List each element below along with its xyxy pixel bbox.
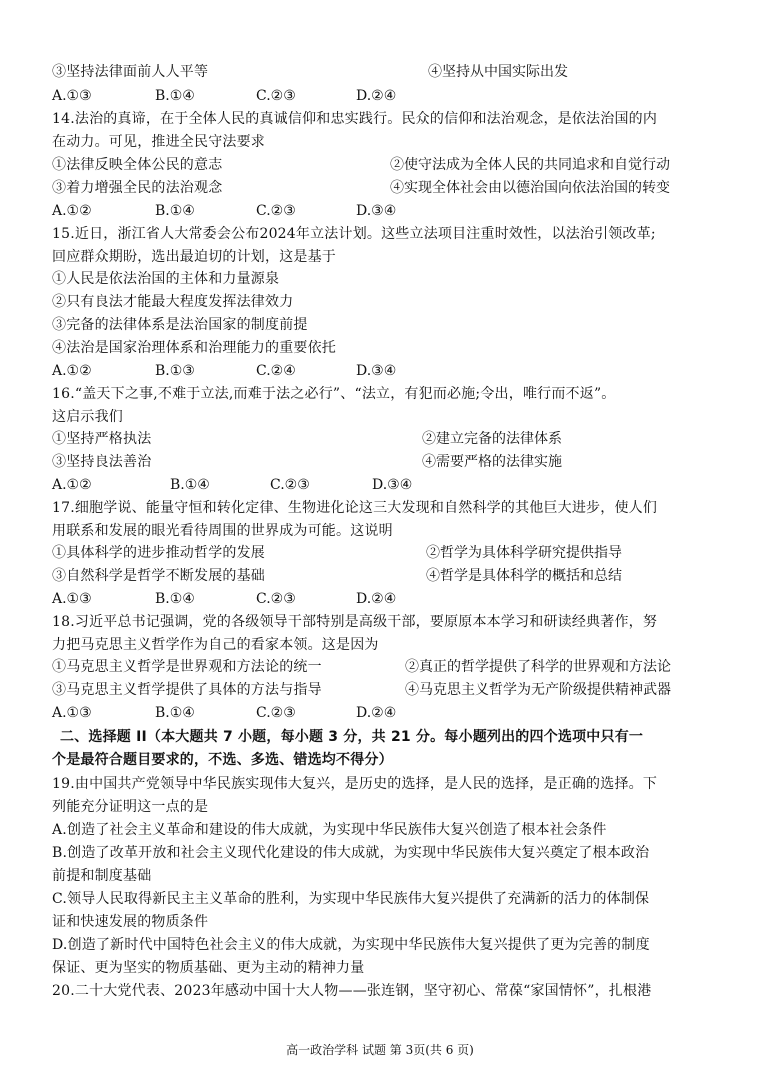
q17-option-a: A.①③ — [52, 591, 92, 607]
q17-option-c: C.②③ — [256, 591, 296, 607]
q18-item-2: ②真正的哲学提供了科学的世界观和方法论 — [405, 659, 671, 675]
q17-option-b: B.①④ — [155, 591, 195, 607]
q20-stem-line-1: 20.二十大党代表、2023年感动中国十大人物——张连钢，坚守初心、常葆“家国情怀”，扎根港 — [52, 983, 652, 999]
q19-option-c-line-2: 证和快速发展的物质条件 — [52, 914, 209, 930]
q16-option-a: A.①② — [52, 477, 92, 493]
q19-stem-line-1: 19.由中国共产党领导中华民族实现伟大复兴，是历史的选择，是人民的选择，是正确的选择。下 — [52, 776, 658, 792]
q19-option-d-line-2: 保证、更为坚实的物质基础、更为主动的精神力量 — [52, 960, 365, 976]
q16-stem-line-2: 这启示我们 — [52, 409, 123, 425]
q18-option-b: B.①④ — [155, 705, 195, 721]
q17-stem-line-1: 17.细胞学说、能量守恒和转化定律、生物进化论这三大发现和自然科学的其他巨大进步，使人们 — [52, 500, 658, 516]
q15-stem-line-2: 回应群众期盼，选出最迫切的计划，这是基于 — [52, 249, 336, 265]
q18-option-c: C.②③ — [256, 705, 296, 721]
q15-item-3: ③完备的法律体系是法治国家的制度前提 — [52, 317, 308, 333]
q17-item-4: ④哲学是具体科学的概括和总结 — [426, 568, 622, 584]
page-footer: 高一政治学科 试题 第 3页(共 6 页) — [286, 1043, 474, 1057]
q14-item-2: ②使守法成为全体人民的共同追求和自觉行动 — [390, 157, 670, 173]
q18-item-3: ③马克思主义哲学提供了具体的方法与指导 — [52, 682, 322, 698]
q18-option-d: D.②④ — [356, 705, 397, 721]
section-2-heading-line-2: 个是最符合题目要求的，不选、多选、错选均不得分） — [52, 752, 393, 768]
q19-option-d-line-1: D.创造了新时代中国特色社会主义的伟大成就，为实现中华民族伟大复兴提供了更为完善的制度 — [52, 937, 650, 953]
q19-option-b-line-1: B.创造了改革开放和社会主义现代化建设的伟大成就，为实现中华民族伟大复兴奠定了根本政治 — [52, 845, 650, 861]
q14-stem-line-2: 在动力。可见，推进全民守法要求 — [52, 134, 265, 150]
q19-stem-line-2: 列能充分证明这一点的是 — [52, 799, 209, 815]
q14-option-a: A.①② — [52, 203, 92, 219]
q18-item-1: ①马克思主义哲学是世界观和方法论的统一 — [52, 659, 322, 675]
q18-option-a: A.①③ — [52, 705, 92, 721]
q15-option-b: B.①③ — [155, 363, 195, 379]
q13-item-4: ④坚持从中国实际出发 — [428, 64, 568, 80]
q17-item-3: ③自然科学是哲学不断发展的基础 — [52, 568, 265, 584]
q13-item-3: ③坚持法律面前人人平等 — [52, 64, 209, 80]
q18-item-4: ④马克思主义哲学为无产阶级提供精神武器 — [405, 682, 671, 698]
q16-option-d: D.③④ — [372, 477, 413, 493]
q16-item-1: ①坚持严格执法 — [52, 431, 152, 447]
q15-option-d: D.③④ — [356, 363, 397, 379]
section-2-heading-line-1: 二、选择题 II（本大题共 7 小题，每小题 3 分，共 21 分。每小题列出的四个选项中只有一 — [60, 729, 644, 745]
q14-option-d: D.③④ — [356, 203, 397, 219]
q16-item-2: ②建立完备的法律体系 — [422, 431, 562, 447]
q17-item-2: ②哲学为具体科学研究提供指导 — [426, 545, 622, 561]
q14-option-b: B.①④ — [155, 203, 195, 219]
q13-option-c: C.②③ — [256, 88, 296, 104]
q14-item-3: ③着力增强全民的法治观念 — [52, 180, 223, 196]
q15-stem-line-1: 15.近日，浙江省人大常委会公布2024年立法计划。这些立法项目注重时效性，以法治引领改革; — [52, 226, 656, 242]
q16-option-b: B.①④ — [170, 477, 210, 493]
q16-stem-line-1: 16.“盖天下之事,不难于立法,而难于法之必行”、“法立，有犯而必施;令出，唯行而不返”。 — [52, 386, 616, 402]
q15-item-1: ①人民是依法治国的主体和力量源泉 — [52, 271, 280, 287]
q17-option-d: D.②④ — [356, 591, 397, 607]
q15-option-a: A.①② — [52, 363, 92, 379]
q19-option-a: A.创造了社会主义革命和建设的伟大成就，为实现中华民族伟大复兴创造了根本社会条件 — [52, 822, 607, 838]
q17-item-1: ①具体科学的进步推动哲学的发展 — [52, 545, 265, 561]
q16-item-4: ④需要严格的法律实施 — [422, 454, 562, 470]
q13-option-a: A.①③ — [52, 88, 92, 104]
q14-item-1: ①法律反映全体公民的意志 — [52, 157, 223, 173]
q15-item-4: ④法治是国家治理体系和治理能力的重要依托 — [52, 340, 336, 356]
q13-option-b: B.①④ — [155, 88, 195, 104]
q14-item-4: ④实现全体社会由以德治国向依法治国的转变 — [390, 180, 670, 196]
q14-stem-line-1: 14.法治的真谛，在于全体人民的真诚信仰和忠实践行。民众的信仰和法治观念，是依法治国的内 — [52, 111, 658, 127]
q13-option-d: D.②④ — [356, 88, 397, 104]
q18-stem-line-1: 18.习近平总书记强调，党的各级领导干部特别是高级干部，要原原本本学习和研读经典著作，努 — [52, 614, 658, 630]
q17-stem-line-2: 用联系和发展的眼光看待周围的世界成为可能。这说明 — [52, 523, 393, 539]
q18-stem-line-2: 力把马克思主义哲学作为自己的看家本领。这是因为 — [52, 637, 379, 653]
q19-option-b-line-2: 前提和制度基础 — [52, 868, 152, 884]
q19-option-c-line-1: C.领导人民取得新民主主义革命的胜利，为实现中华民族伟大复兴提供了充满新的活力的体制保 — [52, 891, 650, 907]
q15-item-2: ②只有良法才能最大程度发挥法律效力 — [52, 294, 294, 310]
q16-option-c: C.②③ — [270, 477, 310, 493]
q14-option-c: C.②③ — [256, 203, 296, 219]
q15-option-c: C.②④ — [256, 363, 296, 379]
q16-item-3: ③坚持良法善治 — [52, 454, 152, 470]
